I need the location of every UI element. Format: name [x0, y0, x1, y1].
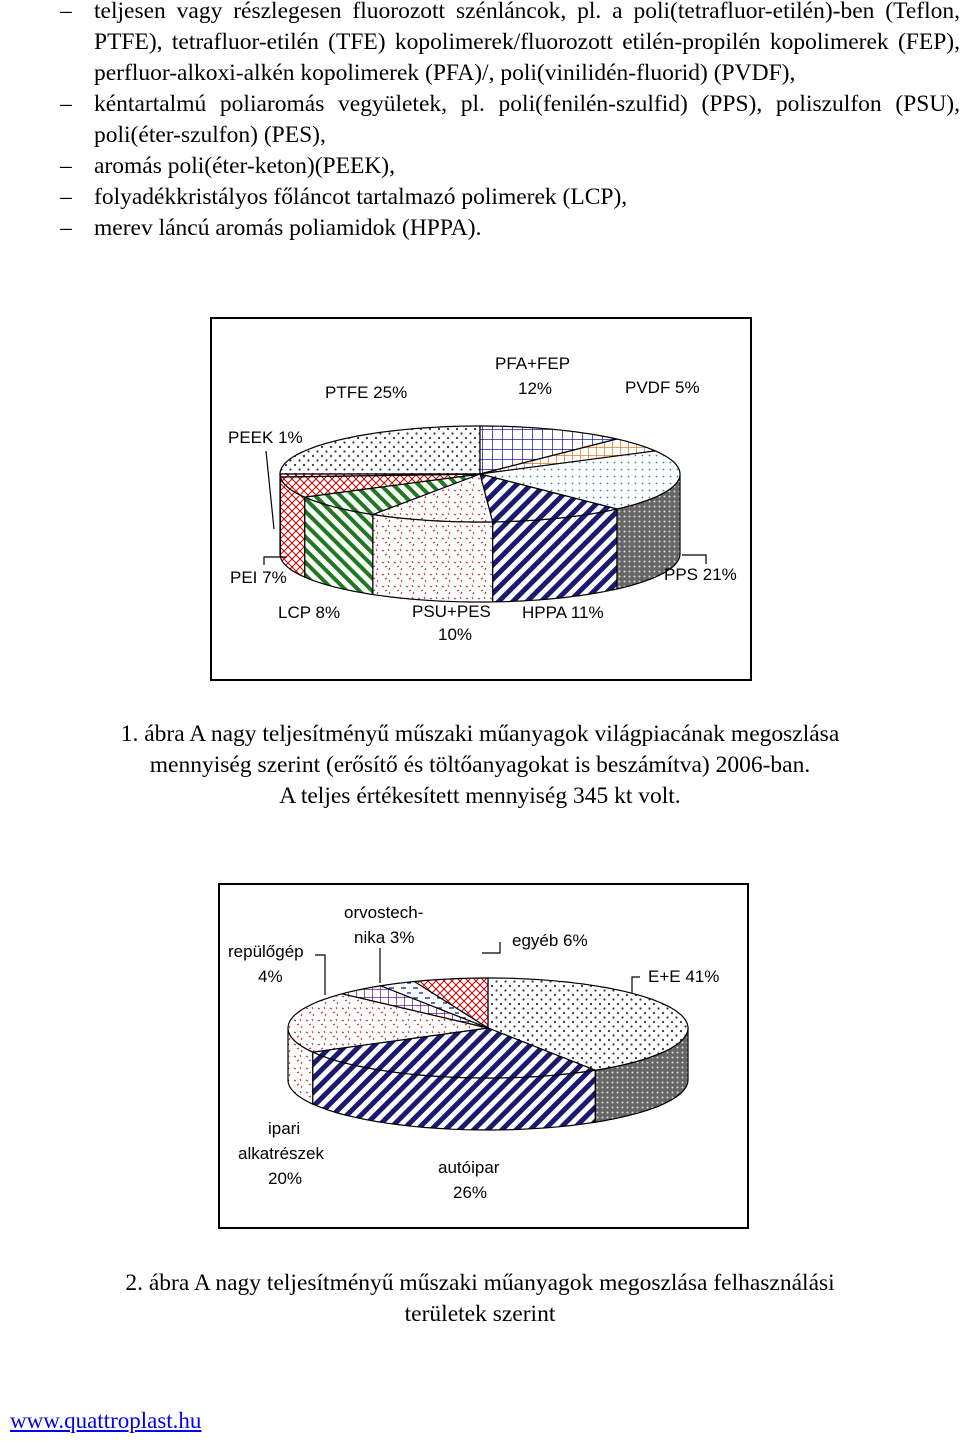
label-repulogep-2: 4%: [258, 967, 283, 986]
label-egyeb: egyéb 6%: [512, 931, 588, 950]
list-item-text: teljesen vagy részlegesen fluorozott szénláncok, pl. a poli(tetrafluor-etilén)-ben (Teflon, PTFE), tetrafluor-etilén (TFE) kopolimerek/fluorozott etilén-propilén kopolimerek (FEP), perfluor-alkoxi-alkén kopolimerek (PFA)/, poli(vinilidén-fluorid) (PVDF),: [94, 0, 960, 86]
leader-line: [482, 942, 500, 953]
label-pps: PPS 21%: [664, 565, 737, 584]
list-item-text: folyadékkristályos főláncot tartalmazó polimerek (LCP),: [94, 184, 628, 210]
label-psu-pes-2: 10%: [438, 625, 473, 644]
list-item: [60, 151, 960, 182]
label-ee: E+E 41%: [648, 967, 720, 986]
leader-line: [682, 555, 706, 564]
list-item: [60, 89, 960, 151]
bullet-list: [60, 0, 960, 244]
figure-1-caption: [0, 719, 960, 812]
dash: –: [60, 184, 72, 210]
label-pei: PEI 7%: [230, 568, 287, 587]
label-pfa-fep-1: PFA+FEP: [495, 354, 571, 373]
dash: –: [60, 91, 72, 117]
figure-2-caption: [0, 1268, 960, 1330]
dash: –: [60, 215, 72, 241]
label-ipari-1: ipari: [268, 1119, 301, 1138]
label-peek: PEEK 1%: [228, 428, 303, 447]
label-autoipar-1: autóipar: [438, 1158, 500, 1177]
label-orvostech-2: nika 3%: [354, 928, 415, 947]
caption-line: mennyiség szerint (erősítő és töltőanyagokat is beszámítva) 2006-ban.: [149, 752, 811, 778]
list-item: [60, 213, 960, 244]
list-item-text: kéntartalmú poliaromás vegyületek, pl. poli(fenilén-szulfid) (PPS), poliszulfon (PSU), poli(éter-szulfon) (PES),: [94, 91, 960, 148]
label-pvdf: PVDF 5%: [625, 378, 700, 397]
figure-2-svg: [220, 885, 747, 1227]
figure-2-chart: [218, 883, 749, 1229]
list-item-text: merev láncú aromás poliamidok (HPPA).: [94, 215, 482, 241]
list-item: [60, 0, 960, 89]
list-item-text: aromás poli(éter-keton)(PEEK),: [94, 153, 396, 179]
footer-link[interactable]: www.quattroplast.hu: [10, 1408, 202, 1433]
pie-slice: [280, 426, 480, 474]
list-item: [60, 182, 960, 213]
label-lcp: LCP 8%: [278, 603, 341, 622]
figure-1-chart: [210, 317, 752, 681]
pie-side: [493, 509, 617, 602]
label-repulogep-1: repülőgép: [228, 942, 304, 961]
figure-1-svg: [212, 319, 750, 679]
label-autoipar-2: 26%: [453, 1183, 488, 1202]
label-pfa-fep-2: 12%: [518, 379, 553, 398]
leader-line: [315, 955, 325, 995]
label-hppa: HPPA 11%: [522, 603, 604, 622]
label-psu-pes-1: PSU+PES: [412, 602, 491, 621]
pie-1: [280, 426, 680, 602]
label-ipari-2: alkatrészek: [238, 1144, 324, 1163]
label-ipari-3: 20%: [268, 1169, 303, 1188]
caption-line: területek szerint: [404, 1301, 556, 1327]
caption-line: 2. ábra A nagy teljesítményű műszaki műanyagok megoszlása felhasználási: [125, 1270, 835, 1296]
label-ptfe: PTFE 25%: [325, 383, 408, 402]
label-orvostech-1: orvostech-: [344, 903, 424, 922]
caption-line: 1. ábra A nagy teljesítményű műszaki műanyagok világpiacának megoszlása: [120, 721, 840, 747]
leader-line: [266, 451, 274, 529]
leader-line: [632, 977, 640, 993]
pie-2: [288, 978, 688, 1130]
dash: –: [60, 153, 72, 179]
caption-line: A teljes értékesített mennyiség 345 kt volt.: [279, 783, 681, 809]
pie-side: [373, 515, 493, 603]
dash: –: [60, 0, 72, 24]
